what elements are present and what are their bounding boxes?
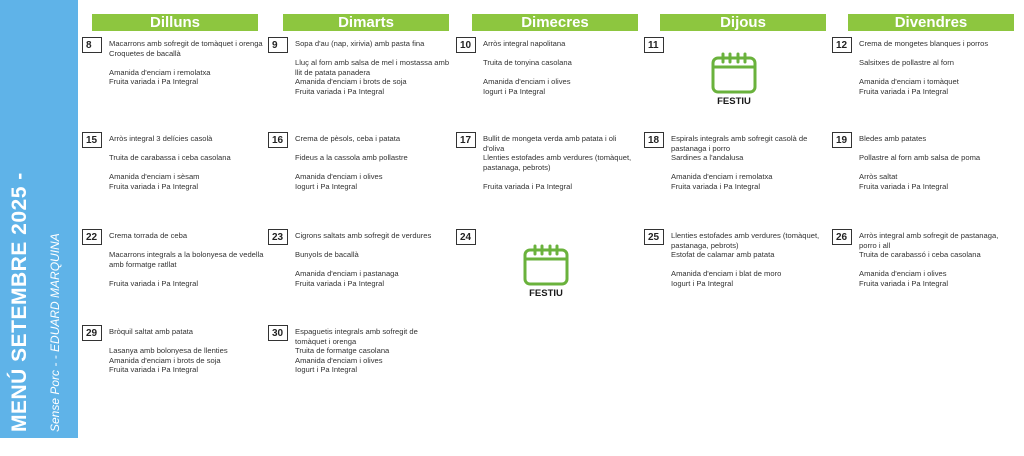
day-number: 23: [268, 229, 288, 245]
menu-line: Arròs integral 3 delícies casolà: [109, 134, 213, 143]
menu-line: Bullit de mongeta verda amb patata i oli d'oliva: [483, 134, 617, 153]
menu-line: Sardines a l'andalusa: [671, 153, 744, 162]
day-number: 8: [82, 37, 102, 53]
day-number: 9: [268, 37, 288, 53]
menu-line: [859, 49, 1014, 59]
menu-items: [483, 39, 638, 96]
menu-items: [109, 39, 264, 87]
menu-items: [859, 134, 1014, 191]
menu-items: [109, 134, 264, 191]
menu-items: [671, 231, 826, 288]
menu-line: Crema torrada de ceba: [109, 231, 188, 240]
day-number: 17: [456, 132, 476, 148]
menu-items: [295, 134, 450, 191]
menu-line: Espirals integrals amb sofregit casolà de pastanaga i porro: [671, 134, 808, 153]
menu-line: Crema de mongetes blanques i porros: [859, 39, 989, 48]
menu-line: Amanida d'enciam i olives: [295, 355, 383, 365]
menu-line: Bunyols de bacallà: [295, 250, 359, 259]
menu-line: Amanida d'enciam i olives: [295, 172, 383, 181]
menu-line: [483, 68, 638, 78]
menu-line: [109, 144, 264, 154]
menu-line: Llenties estofades amb verdures (tomàquet, pastanaga, pebrots): [483, 153, 632, 172]
menu-items: [295, 231, 450, 288]
menu-line: Arròs integral amb sofregit de pastanaga, porro i all: [859, 231, 999, 250]
menu-line: Macarrons integrals a la bolonyesa de vedella amb formatge ratllat: [109, 250, 264, 269]
menu-items: [671, 134, 826, 191]
holiday-label: FESTIU: [717, 96, 751, 107]
menu-line: Amanida d'enciam i blat de moro: [671, 269, 782, 278]
holiday-marker: [704, 51, 764, 107]
day-number: 22: [82, 229, 102, 245]
day-header-divendres: Divendres: [848, 14, 1014, 31]
menu-line: Macarrons amb sofregit de tomàquet i orenga: [109, 39, 263, 48]
menu-line: Amanida d'enciam i sèsam: [109, 172, 200, 181]
menu-line: Amanida d'enciam i remolatxa: [671, 172, 773, 181]
menu-items: [483, 134, 638, 191]
menu-line: Lasanya amb bolonyesa de llenties: [109, 346, 228, 355]
menu-line: [295, 241, 450, 251]
menu-line: Estofat de calamar amb patata: [671, 250, 775, 259]
day-header-dijous: Dijous: [660, 14, 826, 31]
menu-line: Truita de carabassa i ceba casolana: [109, 153, 231, 162]
menu-line: [671, 163, 826, 173]
menu-items: [859, 231, 1014, 288]
day-number: 12: [832, 37, 852, 53]
menu-line: Fruita variada i Pa Integral: [295, 278, 385, 288]
menu-line: [483, 49, 638, 59]
menu-line: Iogurt i Pa Integral: [671, 278, 734, 288]
menu-line: Bledes amb patates: [859, 134, 927, 143]
holiday-marker: [516, 243, 576, 299]
menu-line: Fruita variada i Pa Integral: [109, 77, 199, 86]
menu-line: Truita de tonyina casolana: [483, 58, 572, 67]
menu-line: Espaguetis integrals amb sofregit de tomàquet i orenga: [295, 327, 418, 346]
menu-line: Fruita variada i Pa Integral: [109, 278, 199, 288]
menu-line: [295, 49, 450, 59]
menu-line: [671, 260, 826, 270]
day-number: 29: [82, 325, 102, 341]
menu-line: [483, 172, 638, 182]
day-number: 18: [644, 132, 664, 148]
menu-line: [859, 260, 1014, 270]
menu-line: [859, 144, 1014, 154]
menu-items: [295, 39, 450, 96]
day-number: 11: [644, 37, 664, 53]
day-number: 16: [268, 132, 288, 148]
holiday-label: FESTIU: [529, 288, 563, 299]
menu-items: [109, 231, 264, 288]
calendar-icon: [709, 51, 759, 95]
menu-line: [295, 260, 450, 270]
menu-line: Cigrons saltats amb sofregit de verdures: [295, 231, 432, 240]
menu-line: Arròs saltat: [859, 172, 898, 181]
menu-line: [295, 144, 450, 154]
menu-line: Arròs integral napolitana: [483, 39, 566, 48]
menu-line: [295, 163, 450, 173]
day-number: 25: [644, 229, 664, 245]
menu-items: [859, 39, 1014, 96]
menu-line: Fruita variada i Pa Integral: [859, 181, 949, 191]
day-header-dimarts: Dimarts: [283, 14, 449, 31]
menu-line: Amanida d'enciam i pastanaga: [295, 269, 399, 278]
menu-line: [859, 163, 1014, 173]
side-banner: [0, 0, 78, 438]
menu-line: Sopa d'au (nap, xirivia) amb pasta fina: [295, 39, 425, 48]
menu-line: Fruita variada i Pa Integral: [109, 365, 199, 374]
menu-items: [295, 327, 450, 375]
menu-line: Fruita variada i Pa Integral: [483, 181, 573, 191]
menu-subtitle: Sense Porc - - EDUARD MARQUINA: [48, 233, 62, 432]
menu-line: Fruita variada i Pa Integral: [859, 86, 949, 96]
menu-line: Truita de formatge casolana: [295, 346, 390, 355]
day-number: 30: [268, 325, 288, 341]
menu-line: Fruita variada i Pa Integral: [109, 181, 199, 191]
menu-line: Salsitxes de pollastre al forn: [859, 58, 954, 67]
menu-line: Croquetes de bacallà: [109, 48, 181, 58]
menu-line: Bròquil saltat amb patata: [109, 327, 194, 336]
day-number: 19: [832, 132, 852, 148]
menu-line: Fruita variada i Pa Integral: [859, 278, 949, 288]
menu-line: Pollastre al forn amb salsa de poma: [859, 153, 981, 162]
menu-line: Fideus a la cassola amb pollastre: [295, 153, 408, 162]
menu-line: [109, 337, 264, 347]
menu-title: MENÚ SETEMBRE 2025 -: [8, 172, 31, 432]
menu-line: Iogurt i Pa Integral: [295, 365, 358, 374]
calendar-icon: [521, 243, 571, 287]
day-header-dimecres: Dimecres: [472, 14, 638, 31]
menu-line: [109, 58, 264, 68]
day-number: 26: [832, 229, 852, 245]
day-number: 24: [456, 229, 476, 245]
menu-items: [109, 327, 264, 375]
menu-line: Amanida d'enciam i olives: [483, 77, 571, 86]
menu-line: Amanida d'enciam i olives: [859, 269, 947, 278]
menu-line: [859, 68, 1014, 78]
menu-line: Iogurt i Pa Integral: [295, 181, 358, 191]
menu-line: Crema de pèsols, ceba i patata: [295, 134, 401, 143]
menu-line: Fruita variada i Pa Integral: [671, 181, 761, 191]
menu-line: [109, 163, 264, 173]
menu-line: Amanida d'enciam i tomàquet: [859, 77, 959, 86]
menu-line: Amanida d'enciam i brots de soja: [109, 355, 221, 365]
day-number: 15: [82, 132, 102, 148]
menu-line: Fruita variada i Pa Integral: [295, 86, 385, 96]
day-number: 10: [456, 37, 476, 53]
menu-line: [109, 241, 264, 251]
menu-line: Amanida d'enciam i remolatxa: [109, 67, 211, 77]
menu-line: Amanida d'enciam i brots de soja: [295, 77, 407, 86]
menu-line: Llenties estofades amb verdures (tomàquet, pastanaga, pebrots): [671, 231, 820, 250]
menu-line: [109, 269, 264, 279]
day-header-dilluns: Dilluns: [92, 14, 258, 31]
menu-line: Truita de carabassó i ceba casolana: [859, 250, 981, 259]
menu-line: Iogurt i Pa Integral: [483, 86, 546, 96]
menu-line: Lluç al forn amb salsa de mel i mostassa amb llit de patata panadera: [295, 58, 450, 77]
